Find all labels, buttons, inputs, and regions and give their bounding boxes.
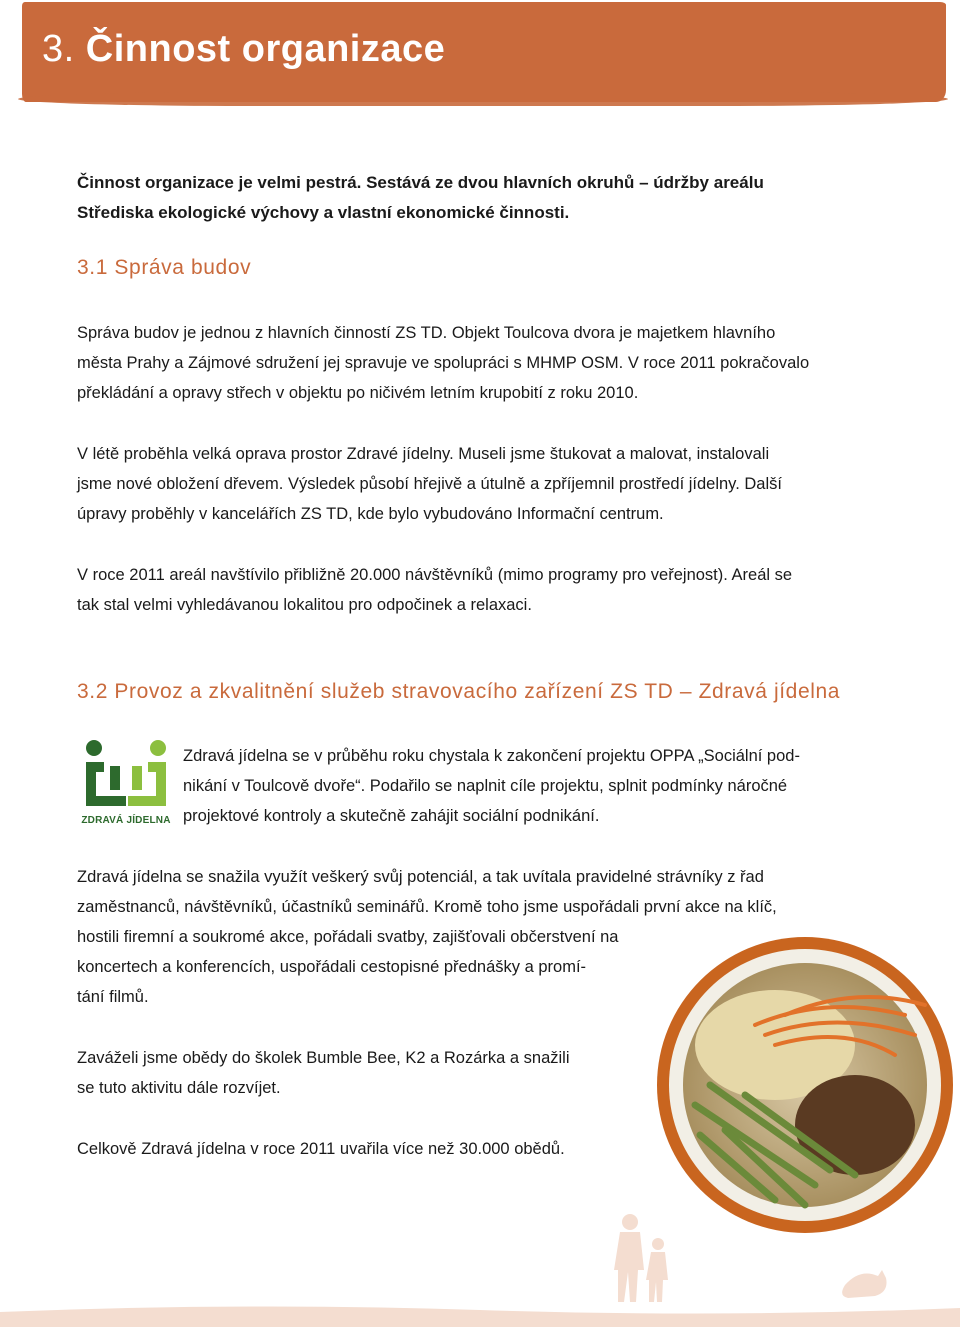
text-line: zaměstnanců, návštěvníků, účastníků seminářů. Kromě toho jsme uspořádali první akce na klíč, <box>77 898 777 916</box>
text-line: Správa budov je jednou z hlavních činností ZS TD. Objekt Toulcova dvora je majetkem hlavního <box>77 324 776 342</box>
text-line: koncertech a konferencích, uspořádali cestopisné přednášky a promí- <box>77 958 587 976</box>
text-line: úpravy proběhly v kancelářích ZS TD, kde bylo vybudováno Informační centrum. <box>77 505 664 523</box>
section1-paragraph-3 <box>77 560 792 620</box>
section1-paragraph-2 <box>77 439 782 529</box>
intro-line: Střediska ekologické výchovy a vlastní ekonomické činnosti. <box>77 203 570 222</box>
section2-paragraph-3 <box>77 1043 570 1103</box>
section-heading-3-1: 3.1 Správa budov <box>77 256 252 279</box>
food-plate-photo <box>655 935 955 1235</box>
text-line: se tuto aktivitu dále rozvíjet. <box>77 1079 281 1097</box>
text-line: projektové kontroly a skutečně zahájit sociální podnikání. <box>183 807 600 825</box>
section2-paragraph-1 <box>183 741 800 831</box>
text-line: V roce 2011 areál navštívilo přibližně 20.000 návštěvníků (mimo programy pro veřejnost). Areál se <box>77 566 793 584</box>
header-banner-edge <box>18 92 948 106</box>
section1-paragraph-1 <box>77 318 809 408</box>
chapter-number: 3. <box>42 28 75 70</box>
chapter-title: Činnost organizace <box>85 28 446 70</box>
text-line: překládání a opravy střech v objektu po ničivém letním krupobití z roku 2010. <box>77 384 639 402</box>
page-title <box>42 28 445 71</box>
intro-line: Činnost organizace je velmi pestrá. Sestává ze dvou hlavních okruhů – údržby areálu <box>77 173 764 192</box>
text-line: tak stal velmi vyhledávanou lokalitou pro odpočinek a relaxaci. <box>77 596 532 614</box>
intro-paragraph <box>77 168 877 228</box>
text-line: Celkově Zdravá jídelna v roce 2011 uvařila více než 30.000 obědů. <box>77 1140 565 1158</box>
text-line: tání filmů. <box>77 988 149 1006</box>
logo-text: ZDRAVÁ JÍDELNA <box>81 815 171 826</box>
zdrava-jidelna-logo <box>76 738 176 830</box>
logo-graphic <box>76 738 176 816</box>
text-line: Zdravá jídelna se v průběhu roku chystala k zakončení projektu OPPA „Sociální pod- <box>183 747 800 765</box>
text-line: Zaváželi jsme obědy do školek Bumble Bee, K2 a Rozárka a snažili <box>77 1049 570 1067</box>
text-line: jsme nové obložení dřevem. Výsledek působí hřejivě a útulně a zpříjemnil prostředí jídelny. Další <box>77 475 782 493</box>
text-line: nikání v Toulcově dvoře“. Podařilo se naplnit cíle projektu, splnit podmínky náročné <box>183 777 788 795</box>
section2-paragraph-4 <box>77 1134 565 1164</box>
text-line: Zdravá jídelna se snažila využít veškerý svůj potenciál, a tak uvítala pravidelné strávníky z řad <box>77 868 764 886</box>
section-heading-3-2: 3.2 Provoz a zkvalitnění služeb stravovacího zařízení ZS TD – Zdravá jídelna <box>77 680 841 703</box>
bottom-decorative-band <box>0 1298 960 1327</box>
text-line: hostili firemní a soukromé akce, pořádali svatby, zajišťovali občerstvení na <box>77 928 619 946</box>
text-line: města Prahy a Zájmové sdružení jej spravuje ve spolupráci s MHMP OSM. V roce 2011 pokračovalo <box>77 354 810 372</box>
text-line: V létě proběhla velká oprava prostor Zdravé jídelny. Museli jsme štukovat a malovat, instalovali <box>77 445 770 463</box>
family-silhouette-decoration <box>590 1210 890 1305</box>
